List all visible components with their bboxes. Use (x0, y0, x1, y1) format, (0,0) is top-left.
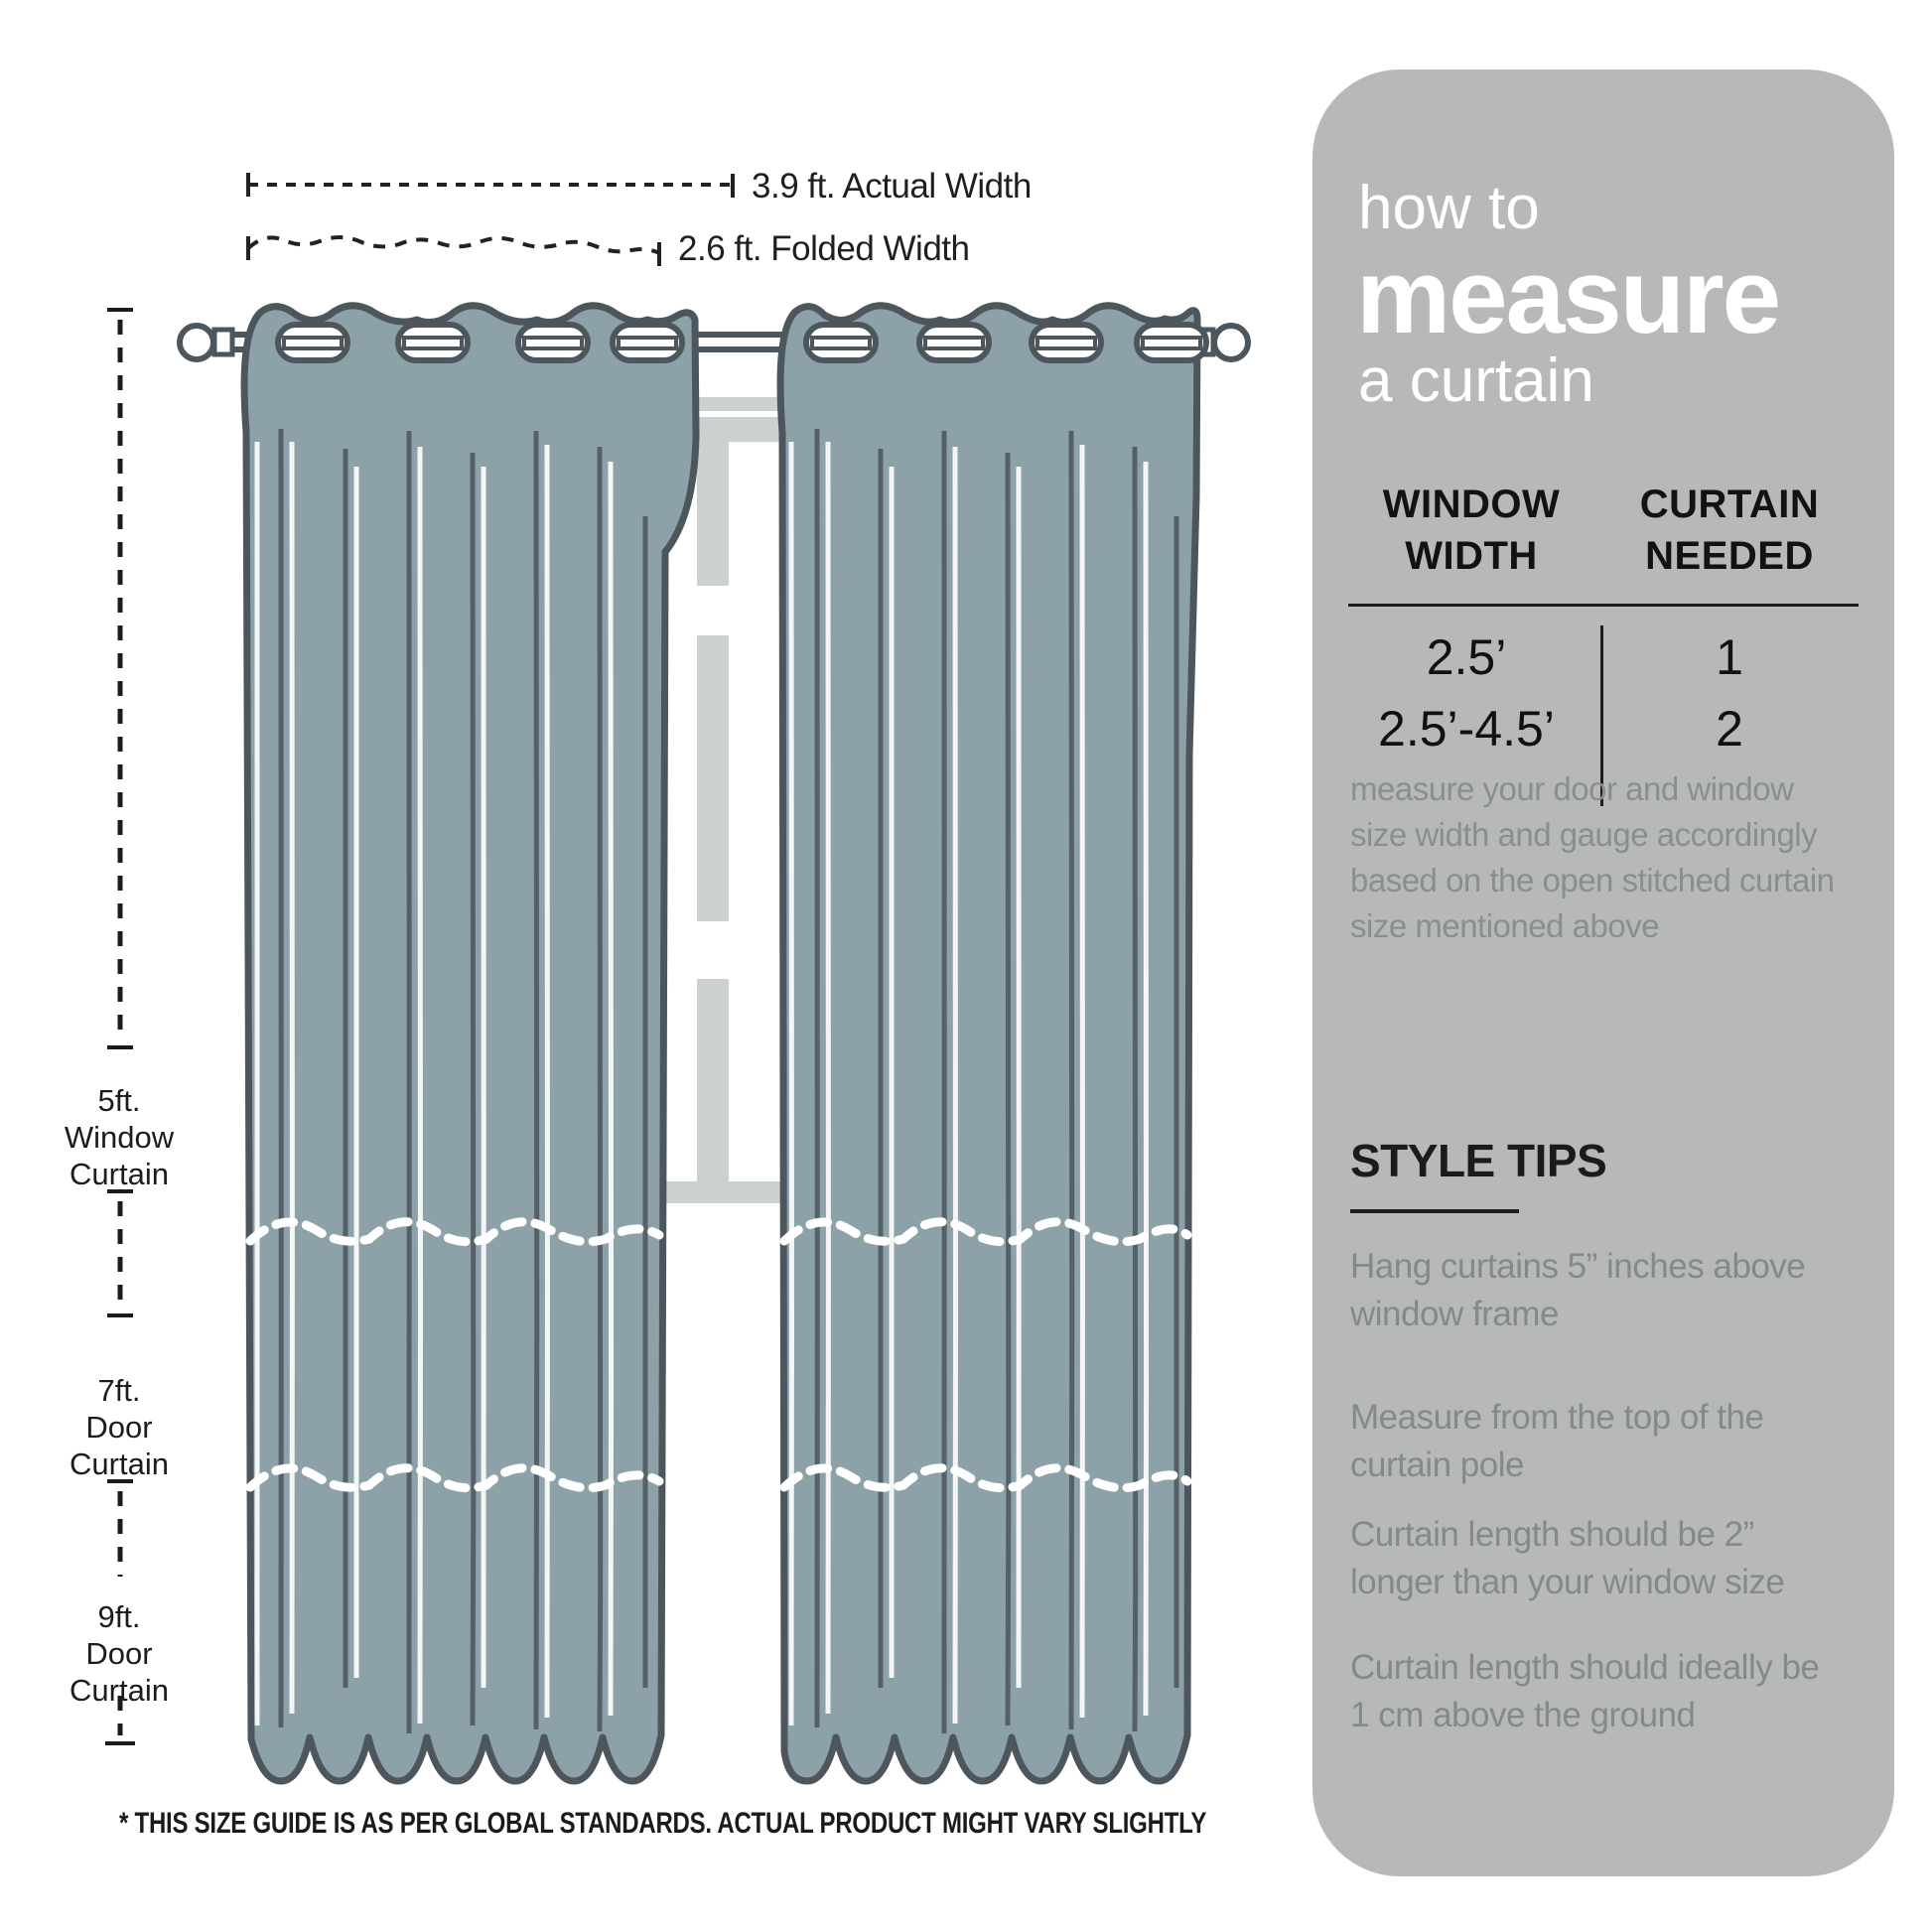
curtain-panel-left (244, 306, 696, 1781)
length-type: Curtain (69, 1157, 169, 1191)
table-cell: 1 (1716, 629, 1743, 685)
table-col-window-width (1327, 621, 1605, 764)
rod-left-collar (214, 330, 232, 354)
actual-width-label: 3.9 ft. Actual Width (752, 167, 1032, 206)
table-cell: 2.5’-4.5’ (1378, 701, 1555, 757)
table-header-rule (1348, 604, 1859, 607)
length-size: 9ft. (97, 1599, 141, 1634)
tip-line: curtain pole (1350, 1446, 1524, 1484)
size-guide-disclaimer: * THIS SIZE GUIDE IS AS PER GLOBAL STANDARDS. ACTUAL PRODUCT MIGHT VARY SLIGHTLY (119, 1807, 1207, 1840)
table-col-curtain-needed (1590, 621, 1868, 764)
header-line: WIDTH (1405, 534, 1538, 578)
folded-width-label: 2.6 ft. Folded Width (678, 229, 970, 268)
length-type: Curtain (69, 1673, 169, 1708)
style-tips-underline (1350, 1209, 1519, 1213)
curtain-panel-right (780, 306, 1206, 1781)
rod-right-finial (1214, 326, 1248, 359)
tip-line: Measure from the top of the (1350, 1398, 1764, 1437)
header-line: NEEDED (1645, 534, 1814, 578)
length-type: Door (85, 1410, 153, 1445)
length-label-7ft (25, 1372, 213, 1482)
tip-line: longer than your window size (1350, 1563, 1785, 1601)
style-tip-2 (1350, 1394, 1763, 1489)
length-type: Window (64, 1120, 175, 1155)
table-cell: 2 (1716, 701, 1743, 757)
note-line: size mentioned above (1350, 907, 1660, 944)
tip-line: Curtain length should ideally be (1350, 1648, 1820, 1687)
length-ruler (105, 310, 135, 1743)
style-tip-4 (1350, 1644, 1819, 1739)
note-line: measure your door and window (1350, 770, 1794, 807)
header-line: WINDOW (1382, 483, 1561, 526)
length-type: Door (85, 1636, 153, 1671)
header-line: CURTAIN (1639, 483, 1820, 526)
length-label-9ft (25, 1598, 213, 1709)
rod-left-finial (180, 326, 213, 359)
table-header-curtain-needed (1590, 479, 1868, 582)
table-cell: 2.5’ (1426, 629, 1507, 685)
panel-title-line1: how to (1358, 174, 1540, 242)
note-line: based on the open stitched curtain (1350, 862, 1835, 898)
length-size: 5ft. (97, 1083, 141, 1118)
tip-line: Hang curtains 5” inches above (1350, 1247, 1806, 1286)
tip-line: Curtain length should be 2” (1350, 1515, 1754, 1554)
style-tips-heading: STYLE TIPS (1350, 1135, 1607, 1186)
note-line: size width and gauge accordingly (1350, 816, 1818, 853)
tip-line: 1 cm above the ground (1350, 1696, 1696, 1734)
style-tip-1 (1350, 1243, 1805, 1338)
length-label-5ft (25, 1082, 213, 1192)
actual-width-measure-line (248, 173, 733, 198)
tip-line: window frame (1350, 1295, 1559, 1333)
table-header-window-width (1332, 479, 1610, 582)
panel-title-line3: a curtain (1358, 346, 1594, 415)
folded-width-measure-line (248, 236, 659, 266)
style-tip-3 (1350, 1511, 1784, 1606)
length-size: 7ft. (97, 1373, 141, 1408)
panel-title-line2: measure (1356, 236, 1780, 355)
how-to-measure-panel (1312, 69, 1894, 1876)
measure-note (1350, 766, 1835, 949)
length-type: Curtain (69, 1447, 169, 1481)
